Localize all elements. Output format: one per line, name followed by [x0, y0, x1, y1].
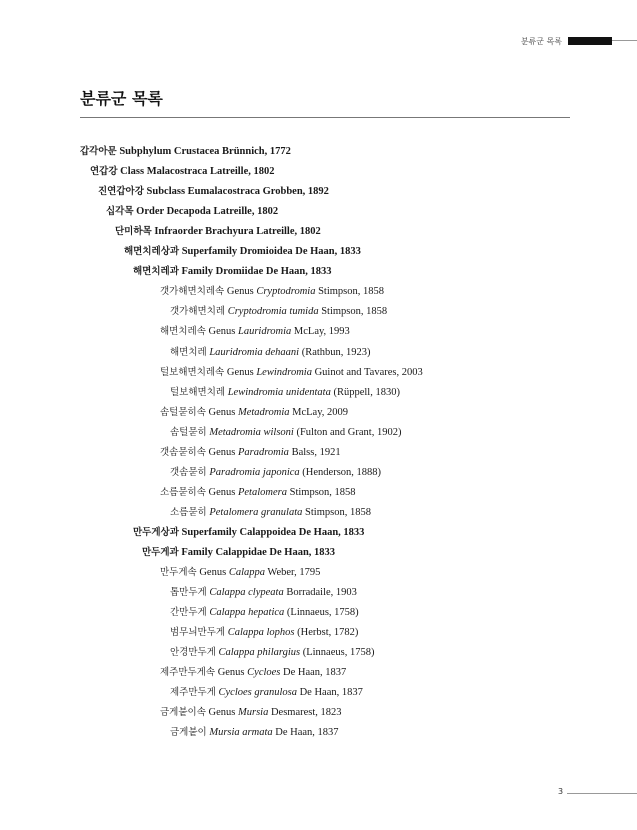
- authority: De Haan, 1837: [280, 667, 347, 679]
- entry-text: Genus: [215, 667, 248, 679]
- scientific-name: Lewindromia: [256, 366, 312, 378]
- entry-text: Genus: [224, 286, 257, 298]
- scientific-name: Lauridromia: [237, 326, 292, 338]
- authority: Stimpson, 1858: [286, 486, 356, 498]
- taxon-entry: [170, 726, 339, 740]
- korean-name: 소름묻히속: [160, 486, 206, 498]
- taxon-entry: [160, 446, 341, 460]
- scientific-name: Cryptodromia: [256, 286, 316, 298]
- taxon-entry: [170, 466, 381, 480]
- scientific-name: Calappa: [228, 567, 265, 579]
- taxon-entry: [142, 546, 335, 560]
- scientific-name: Cycloes granulosa: [218, 687, 297, 699]
- taxon-entry: [160, 486, 356, 500]
- entry-text: Infraorder Brachyura Latreille, 1802: [151, 226, 321, 238]
- scientific-name: Cryptodromia tumida: [227, 306, 319, 318]
- korean-name: 털보해면치레속: [160, 366, 225, 378]
- taxon-entry: [170, 386, 400, 400]
- authority: Stimpson, 1858: [315, 286, 385, 298]
- korean-name: 범무늬만두게: [170, 627, 226, 639]
- entry-text: Genus: [196, 567, 229, 579]
- korean-name: 금게붙이속: [160, 707, 206, 719]
- korean-name: 갯솜묻히속: [160, 446, 206, 458]
- taxon-entry: [124, 245, 361, 259]
- korean-name: 만두게속: [160, 567, 197, 579]
- korean-name: 갯가해면치레: [170, 306, 226, 318]
- authority: (Herbst, 1782): [294, 627, 359, 639]
- scientific-name: Lewindromia unidentata: [227, 386, 331, 398]
- taxon-entry: [170, 346, 371, 360]
- korean-name: 갑각아문: [80, 146, 117, 157]
- entry-text: Family Dromiidae De Haan, 1833: [178, 266, 332, 278]
- page-number: 3: [558, 787, 564, 796]
- taxon-entry: [90, 165, 275, 179]
- korean-name: 해면치레: [170, 346, 207, 358]
- authority: (Rüppell, 1830): [330, 386, 400, 398]
- authority: McLay, 2009: [289, 406, 349, 418]
- entry-text: Superfamily Dromioidea De Haan, 1833: [179, 246, 361, 258]
- scientific-name: Cycloes: [247, 667, 281, 679]
- scientific-name: Calappa clypeata: [209, 587, 284, 599]
- scientific-name: Metadromia: [237, 406, 290, 418]
- scientific-name: Calappa philargius: [218, 647, 301, 659]
- taxon-entry: [160, 566, 320, 580]
- authority: Borradaile, 1903: [283, 587, 357, 599]
- header-rule: [612, 40, 637, 41]
- taxon-entry: [98, 185, 329, 199]
- authority: Stimpson, 1858: [302, 506, 371, 518]
- korean-name: 단미하목: [115, 226, 152, 238]
- scientific-name: Petalomera granulata: [209, 506, 303, 518]
- taxon-entry: [160, 285, 384, 299]
- korean-name: 톱만두게: [170, 587, 207, 599]
- taxon-entry: [170, 426, 401, 440]
- entry-text: Family Calappidae De Haan, 1833: [178, 547, 336, 558]
- scientific-name: Calappa hepatica: [209, 607, 285, 619]
- taxon-entry: [80, 145, 291, 159]
- entry-text: Genus: [205, 707, 238, 719]
- korean-name: 갯가해면치레속: [160, 286, 225, 298]
- taxon-entry: [160, 666, 346, 680]
- scientific-name: Paradromia japonica: [209, 466, 300, 478]
- taxon-entry: [170, 305, 387, 319]
- taxon-entry: [160, 366, 423, 380]
- korean-name: 제주만두게속: [160, 667, 216, 679]
- authority: (Linnaeus, 1758): [284, 607, 359, 619]
- taxon-entry: [133, 526, 364, 540]
- authority: McLay, 1993: [291, 326, 350, 338]
- authority: De Haan, 1837: [296, 687, 363, 699]
- entry-text: Order Decapoda Latreille, 1802: [133, 206, 279, 218]
- scientific-name: Calappa lophos: [227, 627, 295, 639]
- entry-text: Genus: [205, 326, 238, 338]
- korean-name: 십각목: [106, 206, 134, 218]
- authority: Weber, 1795: [264, 567, 321, 579]
- korean-name: 해면치레상과: [124, 246, 180, 258]
- korean-name: 연갑강: [90, 166, 118, 178]
- authority: De Haan, 1837: [272, 727, 339, 739]
- korean-name: 만두게상과: [133, 526, 179, 538]
- korean-name: 안경만두게: [170, 647, 216, 659]
- korean-name: 제주만두게: [170, 687, 216, 699]
- scientific-name: Mursia: [237, 707, 269, 719]
- taxon-entry: [160, 406, 348, 420]
- taxon-entry: [133, 265, 332, 279]
- title-rule: [80, 117, 570, 118]
- entry-text: Superfamily Calappoidea De Haan, 1833: [178, 526, 365, 538]
- korean-name: 간만두게: [170, 607, 207, 619]
- header-bar: [568, 37, 612, 45]
- korean-name: 만두게과: [142, 547, 179, 558]
- taxon-entry: [170, 606, 359, 620]
- authority: (Fulton and Grant, 1902): [293, 426, 402, 438]
- taxon-entry: [170, 646, 374, 660]
- page-title: 분류군 목록: [80, 89, 163, 108]
- taxon-entry: [106, 205, 278, 219]
- authority: Guinot and Tavares, 2003: [311, 366, 423, 378]
- entry-text: Genus: [205, 446, 238, 458]
- authority: (Henderson, 1888): [299, 466, 382, 478]
- entry-text: Subclass Eumalacostraca Grobben, 1892: [143, 186, 329, 198]
- entry-text: Genus: [205, 486, 238, 498]
- authority: Balss, 1921: [288, 446, 341, 458]
- taxon-entry: [115, 225, 321, 239]
- footer-rule: [567, 793, 637, 794]
- korean-name: 금게붙이: [170, 727, 207, 739]
- scientific-name: Paradromia: [237, 446, 289, 458]
- authority: Stimpson, 1858: [318, 306, 388, 318]
- korean-name: 솜털묻히: [170, 426, 207, 438]
- entry-text: Subphylum Crustacea Brünnich, 1772: [116, 146, 291, 157]
- korean-name: 털보해면치레: [170, 386, 226, 398]
- running-header-label: 분류군 목록: [520, 37, 562, 46]
- taxon-entry: [160, 325, 350, 339]
- korean-name: 솜털묻히속: [160, 406, 206, 418]
- taxon-entry: [170, 506, 371, 520]
- authority: Desmarest, 1823: [268, 707, 342, 719]
- entry-text: Class Malacostraca Latreille, 1802: [117, 166, 275, 178]
- authority: (Linnaeus, 1758): [300, 647, 375, 659]
- scientific-name: Petalomera: [237, 486, 287, 498]
- scientific-name: Metadromia wilsoni: [209, 426, 294, 438]
- taxon-entry: [170, 626, 358, 640]
- korean-name: 소름묻히: [170, 506, 207, 518]
- entry-text: Genus: [224, 366, 257, 378]
- authority: (Rathbun, 1923): [299, 346, 371, 358]
- scientific-name: Lauridromia dehaani: [209, 346, 300, 358]
- taxon-entry: [170, 586, 357, 600]
- korean-name: 갯솜묻히: [170, 466, 207, 478]
- entry-text: Genus: [205, 406, 238, 418]
- taxon-entry: [160, 706, 342, 720]
- korean-name: 해면치레과: [133, 266, 179, 278]
- korean-name: 해면치레속: [160, 326, 206, 338]
- taxon-entry: [170, 686, 363, 700]
- scientific-name: Mursia armata: [209, 727, 273, 739]
- korean-name: 진연갑아강: [98, 186, 144, 198]
